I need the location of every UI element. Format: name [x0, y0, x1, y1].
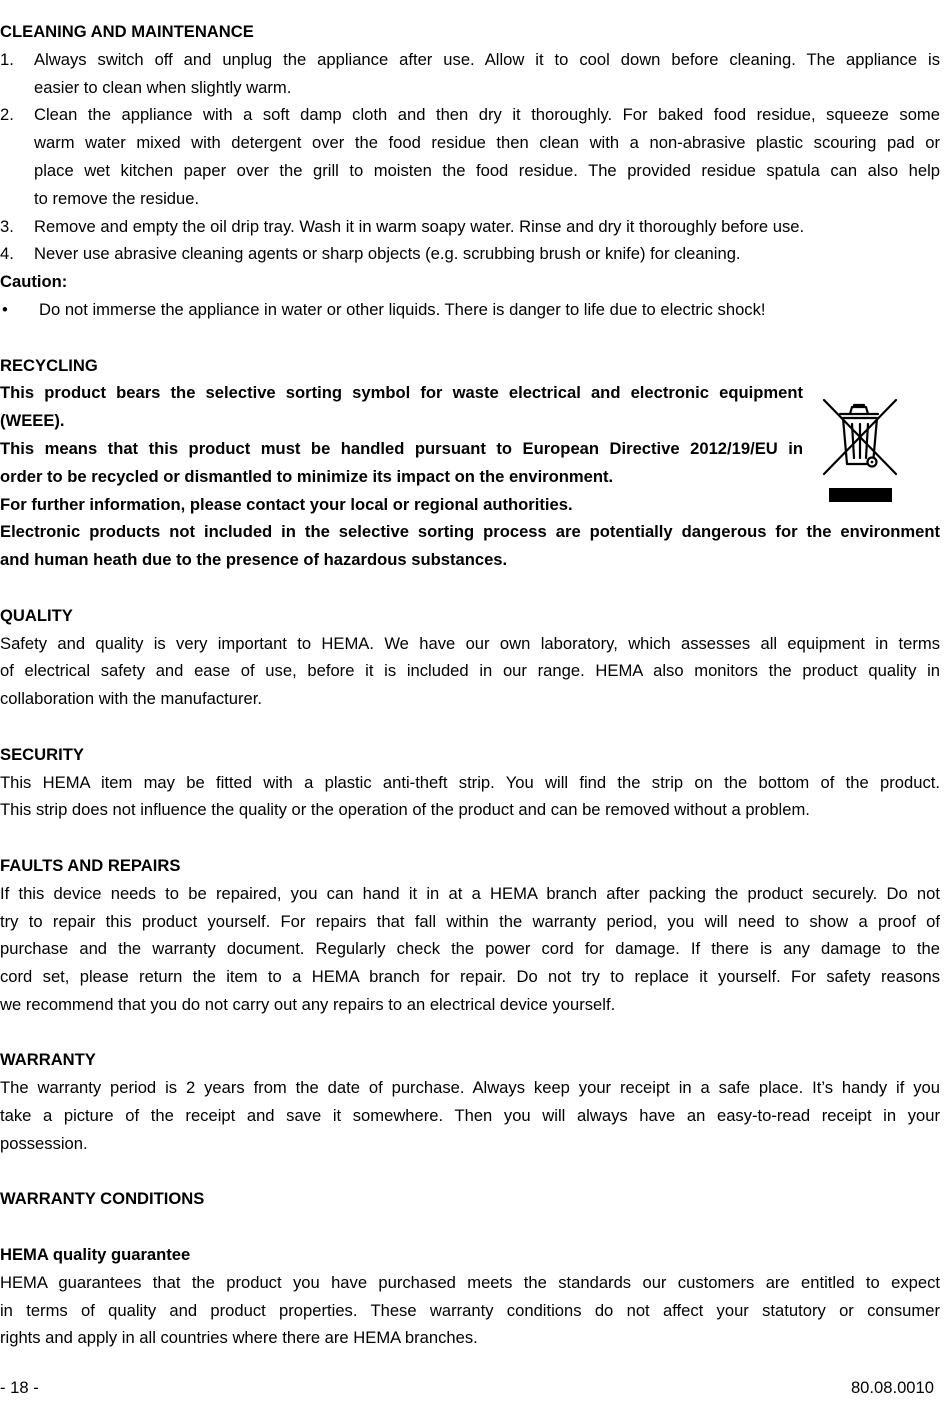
- warranty-heading: WARRANTY: [0, 1050, 96, 1070]
- guarantee-text: HEMA guarantees that the product you have purchased meets the standards our customers are entitled to expect: [0, 1272, 940, 1292]
- caution-item: [0, 296, 940, 324]
- security-text: This HEMA item may be fitted with a plastic anti-theft strip. You will find the strip on the bottom of the product.: [0, 772, 940, 792]
- caution-label: Caution:: [0, 272, 68, 292]
- guarantee-heading: HEMA quality guarantee: [0, 1245, 191, 1265]
- caution-text: Do not immerse the appliance in water or other liquids. There is danger to life due to electric shock!: [39, 299, 766, 319]
- recycling-heading: RECYCLING: [0, 355, 98, 375]
- list-text: Clean the appliance with a soft damp cloth and then dry it thoroughly. For baked food residue, squeeze some: [34, 105, 940, 125]
- list-number: 3.: [0, 216, 14, 236]
- recycling-text: Electronic products not included in the selective sorting process are potentially dangerous for the environment: [0, 522, 940, 542]
- faults-heading: FAULTS AND REPAIRS: [0, 855, 181, 875]
- list-text: warm water mixed with detergent over the food residue then clean with a non-abrasive plastic scouring pad or: [34, 133, 940, 153]
- warranty-text: take a picture of the receipt and save it somewhere. Then you will always have an easy-to-read receipt in your: [0, 1106, 940, 1126]
- list-text: Never use abrasive cleaning agents or sharp objects (e.g. scrubbing brush or knife) for cleaning.: [34, 244, 741, 264]
- warranty-text: The warranty period is 2 years from the date of purchase. Always keep your receipt in a safe place. It’s handy if you: [0, 1078, 940, 1098]
- quality-text: collaboration with the manufacturer.: [0, 689, 262, 709]
- recycling-text: and human heath due to the presence of hazardous substances.: [0, 550, 508, 570]
- guarantee-text: rights and apply in all countries where there are HEMA branches.: [0, 1328, 478, 1348]
- faults-text: try to repair this product yourself. For repairs that fall within the warranty period, you will need to show a proof of: [0, 911, 940, 931]
- list-number: 2.: [0, 105, 14, 125]
- recycling-text: This means that this product must be handled pursuant to European Directive 2012/19/EU in: [0, 438, 803, 458]
- warranty-text: possession.: [0, 1133, 88, 1153]
- faults-text: purchase and the warranty document. Regularly check the power cord for damage. If there is any damage to the: [0, 939, 940, 959]
- document-code: 80.08.0010: [850, 1378, 934, 1397]
- quality-heading: QUALITY: [0, 605, 73, 625]
- recycling-text: This product bears the selective sorting symbol for waste electrical and electronic equipment: [0, 383, 803, 403]
- warranty-conditions-heading: WARRANTY CONDITIONS: [0, 1189, 205, 1209]
- recycling-text: For further information, please contact your local or regional authorities.: [0, 494, 573, 514]
- bullet-icon: •: [2, 299, 8, 319]
- security-heading: SECURITY: [0, 744, 84, 764]
- page-number: - 18 -: [0, 1378, 39, 1397]
- list-text: Always switch off and unplug the appliance after use. Allow it to cool down before cleaning. The appliance is: [34, 49, 940, 69]
- list-text: easier to clean when slightly warm.: [34, 77, 292, 97]
- list-text: Remove and empty the oil drip tray. Wash it in warm soapy water. Rinse and dry it thoroughly before use.: [34, 216, 805, 236]
- list-number: 1.: [0, 49, 14, 69]
- faults-text: If this device needs to be repaired, you can hand it in at a HEMA branch after packing the product securely. Do not: [0, 883, 940, 903]
- quality-text: Safety and quality is very important to HEMA. We have our own laboratory, which assesses all equipment in terms: [0, 633, 940, 653]
- list-item: [0, 101, 940, 129]
- recycling-text: order to be recycled or dismantled to minimize its impact on the environment.: [0, 466, 614, 486]
- weee-crossed-bin-icon: [818, 392, 902, 504]
- guarantee-text: in terms of quality and product properties. These warranty conditions do not affect your statutory or consumer: [0, 1300, 940, 1320]
- list-item: [0, 240, 940, 268]
- quality-text: of electrical safety and ease of use, before it is included in our range. HEMA also monitors the product quality in: [0, 661, 940, 681]
- list-text: to remove the residue.: [34, 188, 200, 208]
- list-item: [0, 46, 940, 74]
- list-number: 4.: [0, 244, 14, 264]
- cleaning-heading: CLEANING AND MAINTENANCE: [0, 22, 254, 41]
- faults-text: cord set, please return the item to a HEMA branch for repair. Do not try to replace it yourself. For safety reasons: [0, 967, 940, 987]
- recycling-text: (WEEE).: [0, 411, 65, 431]
- list-item: [0, 213, 940, 241]
- security-text: This strip does not influence the quality or the operation of the product and can be removed without a problem.: [0, 800, 810, 820]
- faults-text: we recommend that you do not carry out any repairs to an electrical device yourself.: [0, 994, 616, 1014]
- list-text: place wet kitchen paper over the grill to moisten the food residue. The provided residue spatula can also help: [34, 160, 940, 180]
- manual-page: [0, 18, 940, 1352]
